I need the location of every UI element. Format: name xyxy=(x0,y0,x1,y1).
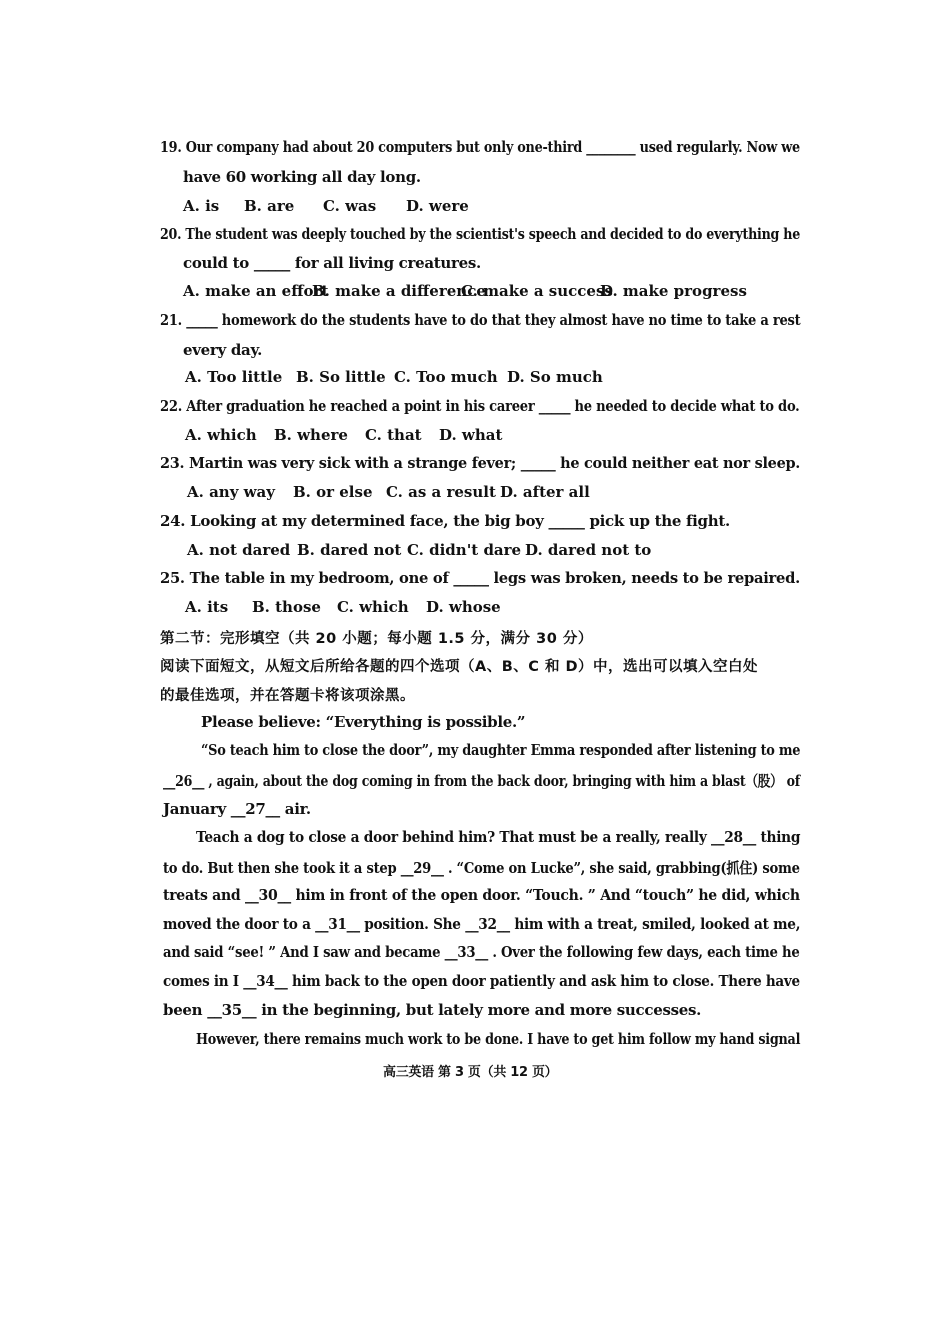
q25-option-c: C. which xyxy=(337,598,409,616)
passage-p2-line7: been __35__ in the beginning, but lately more and more successes. xyxy=(163,1001,702,1019)
q23-option-b: B. or else xyxy=(293,483,373,501)
q21-option-b: B. So little xyxy=(296,368,386,386)
q19-option-b: B. are xyxy=(244,197,295,215)
q22-option-b: B. where xyxy=(274,426,348,444)
q24-option-a: A. not dared xyxy=(187,541,291,559)
passage-p1-line3: January __27__ air. xyxy=(163,800,311,818)
q19-option-d: D. were xyxy=(406,197,469,215)
q25-stem: 25. The table in my bedroom, one of _____ legs was broken, needs to be repaired. xyxy=(160,569,800,587)
q24-option-b: B. dared not xyxy=(297,541,402,559)
q22-option-a: A. which xyxy=(185,426,257,444)
q22-stem: 22. After graduation he reached a point in his career _____ he needed to decide what to do. xyxy=(160,397,800,415)
q25-option-d: D. whose xyxy=(426,598,501,616)
q21-option-d: D. So much xyxy=(507,368,603,386)
section-heading: 第二节：完形填空（共 20 小题；每小题 1.5 分，满分 30 分） xyxy=(160,631,593,647)
passage-p1-line1: “So teach him to close the door”, my daughter Emma responded after listening to me xyxy=(201,741,801,759)
passage-p2-line5: and said “see! ” And I saw and became __33__ . Over the following few days, each time he xyxy=(163,943,800,961)
q23-option-d: D. after all xyxy=(500,483,590,501)
q20-option-c: C. make a success xyxy=(461,282,613,300)
q21-option-c: C. Too much xyxy=(394,368,498,386)
section-instruction-line1: 阅读下面短文，从短文后所给各题的四个选项（A、B、C 和 D）中，选出可以填入空白处 xyxy=(160,659,759,675)
q20-option-b: B. make a difference xyxy=(312,282,486,300)
q21-option-a: A. Too little xyxy=(185,368,283,386)
passage-p1-line2: __26__ , again, about the dog coming in from the back door, bringing with him a blast（股） of xyxy=(163,772,800,790)
section-instruction-line2: 的最佳选项，并在答题卡将该项涂黑。 xyxy=(160,688,415,704)
q25-option-b: B. those xyxy=(252,598,321,616)
passage-p2-line1: Teach a dog to close a door behind him? That must be a really, really __28__ thing xyxy=(196,828,801,846)
q22-option-d: D. what xyxy=(439,426,503,444)
passage-p2-line3: treats and __30__ him in front of the open door. “Touch. ” And “touch” he did, which xyxy=(163,886,800,904)
q23-stem: 23. Martin was very sick with a strange fever; _____ he could neither eat nor sleep. xyxy=(160,454,801,472)
passage-p2-line4: moved the door to a __31__ position. She __32__ him with a treat, smiled, looked at me, xyxy=(163,915,801,933)
passage-p2-line6: comes in I __34__ him back to the open door patiently and ask him to close. There have xyxy=(163,972,800,990)
passage-p2-line2: to do. But then she took it a step __29__ . “Come on Lucke”, she said, grabbing(抓住) some xyxy=(163,859,800,877)
q20-option-d: D. make progress xyxy=(600,282,747,300)
q19-stem-line1: 19. Our company had about 20 computers but only one-third ________ used regularly. Now we xyxy=(160,138,800,156)
q19-stem-line2: have 60 working all day long. xyxy=(183,168,421,186)
passage-p3-line1: However, there remains much work to be done. I have to get him follow my hand signal xyxy=(196,1030,801,1048)
q22-option-c: C. that xyxy=(365,426,422,444)
q20-stem-line1: 20. The student was deeply touched by the scientist's speech and decided to do everything he xyxy=(160,225,800,243)
page-footer: 高三英语 第 3 页（共 12 页） xyxy=(383,1065,558,1080)
q21-stem-line2: every day. xyxy=(183,341,263,359)
q23-option-a: A. any way xyxy=(187,483,275,501)
q24-stem: 24. Looking at my determined face, the big boy _____ pick up the fight. xyxy=(160,512,730,530)
q20-stem-line2: could to _____ for all living creatures. xyxy=(183,254,481,272)
q21-stem-line1: 21. _____ homework do the students have to do that they almost have no time to take a rest xyxy=(160,311,801,329)
q25-option-a: A. its xyxy=(185,598,229,616)
q20-option-a: A. make an effort xyxy=(183,282,329,300)
passage-title: Please believe: “Everything is possible.” xyxy=(201,713,526,731)
q23-option-c: C. as a result xyxy=(386,483,496,501)
q19-option-a: A. is xyxy=(183,197,220,215)
q24-option-c: C. didn't dare xyxy=(407,541,522,559)
q24-option-d: D. dared not to xyxy=(525,541,652,559)
q19-option-c: C. was xyxy=(323,197,377,215)
